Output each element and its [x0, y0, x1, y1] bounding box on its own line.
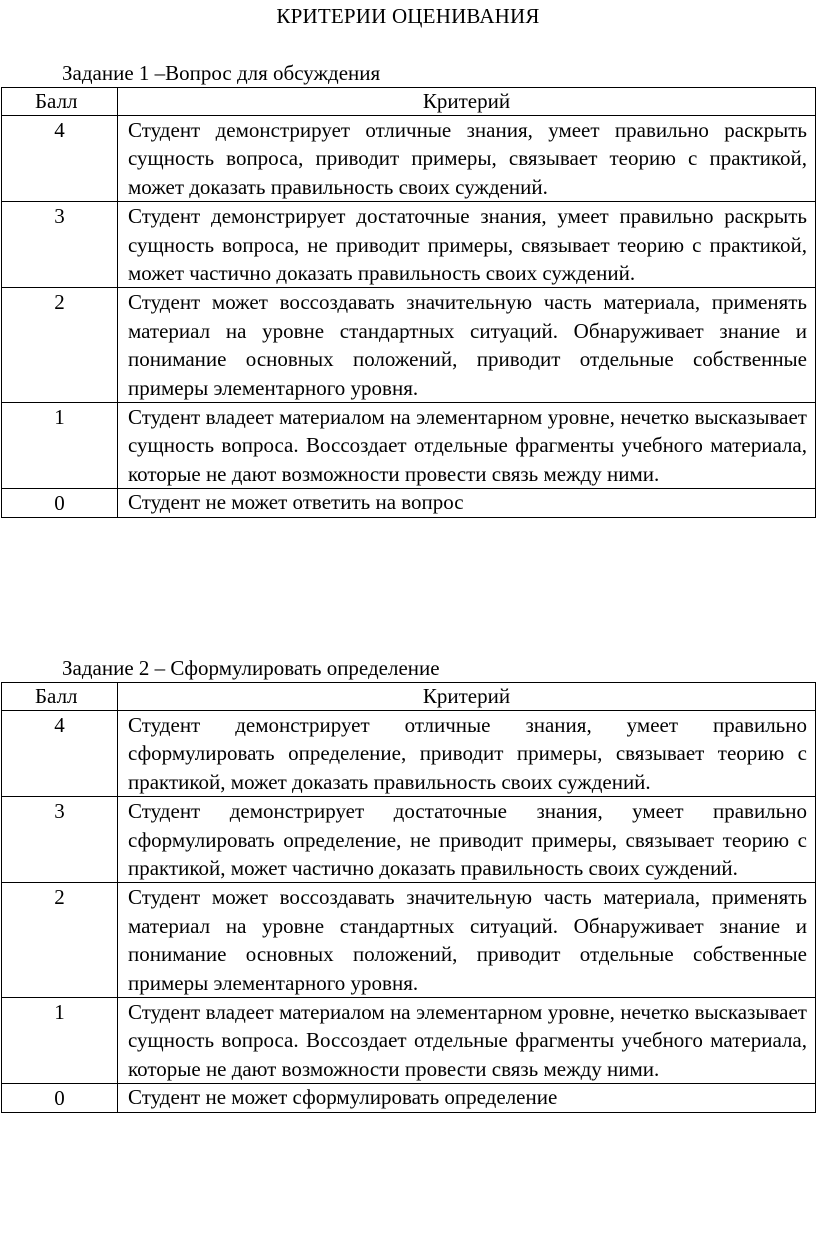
table-row: [2, 998, 816, 1084]
criterion-cell: Студент может воссоздавать значительную часть материала, применять материал на уровне стандартных ситуаций. Обнаруживает знание и понимание основных положений, приводит отдельные собственные примеры элементарного уровня.: [118, 883, 816, 998]
score-column-header: Балл: [2, 683, 118, 711]
criterion-cell: Студент владеет материалом на элементарном уровне, нечетко высказывает сущность вопроса. Воссоздает отдельные фрагменты учебного материала, которые не дают возможности провести связь между ними.: [118, 998, 816, 1084]
table-row: [2, 403, 816, 489]
table-row: [2, 1084, 816, 1113]
criterion-column-header: Критерий: [118, 88, 816, 116]
score-cell: 0: [2, 1084, 118, 1113]
criterion-cell: Студент владеет материалом на элементарном уровне, нечетко высказывает сущность вопроса. Воссоздает отдельные фрагменты учебного материала, которые не дают возможности провести связь между ними.: [118, 403, 816, 489]
criterion-column-header: Критерий: [118, 683, 816, 711]
table-header-row: [2, 683, 816, 711]
table-row: [2, 883, 816, 998]
criterion-cell: Студент демонстрирует достаточные знания, умеет правильно раскрыть сущность вопроса, не приводит примеры, связывает теорию с практикой, может частично доказать правильность своих суждений.: [118, 202, 816, 288]
table-row: [2, 202, 816, 288]
criterion-cell: Студент демонстрирует отличные знания, умеет правильно сформулировать определение, приводит примеры, связывает теорию с практикой, может доказать правильность своих суждений.: [118, 711, 816, 797]
score-cell: 0: [2, 489, 118, 518]
page-title: КРИТЕРИИ ОЦЕНИВАНИЯ: [276, 4, 540, 28]
task-1-criteria-table: [1, 87, 816, 518]
criterion-cell: Студент не может сформулировать определение: [118, 1084, 816, 1113]
score-cell: 1: [2, 403, 118, 489]
table-row: [2, 489, 816, 518]
score-cell: 2: [2, 288, 118, 403]
score-cell: 4: [2, 116, 118, 202]
criterion-cell: Студент демонстрирует отличные знания, умеет правильно раскрыть сущность вопроса, приводит примеры, связывает теорию с практикой, может доказать правильность своих суждений.: [118, 116, 816, 202]
task-1-heading: Задание 1 –Вопрос для обсуждения: [62, 61, 381, 85]
score-column-header: Балл: [2, 88, 118, 116]
criterion-cell: Студент может воссоздавать значительную часть материала, применять материал на уровне стандартных ситуаций. Обнаруживает знание и понимание основных положений, приводит отдельные собственные примеры элементарного уровня.: [118, 288, 816, 403]
score-cell: 1: [2, 998, 118, 1084]
table-row: [2, 116, 816, 202]
table-row: [2, 288, 816, 403]
task-2-criteria-table: [1, 682, 816, 1113]
table-row: [2, 797, 816, 883]
score-cell: 4: [2, 711, 118, 797]
score-cell: 3: [2, 202, 118, 288]
score-cell: 2: [2, 883, 118, 998]
table-row: [2, 711, 816, 797]
criterion-cell: Студент не может ответить на вопрос: [118, 489, 816, 518]
table-header-row: [2, 88, 816, 116]
task-2-heading: Задание 2 – Сформулировать определение: [62, 656, 440, 680]
score-cell: 3: [2, 797, 118, 883]
criterion-cell: Студент демонстрирует достаточные знания, умеет правильно сформулировать определение, не приводит примеры, связывает теорию с практикой, может частично доказать правильность своих суждений.: [118, 797, 816, 883]
